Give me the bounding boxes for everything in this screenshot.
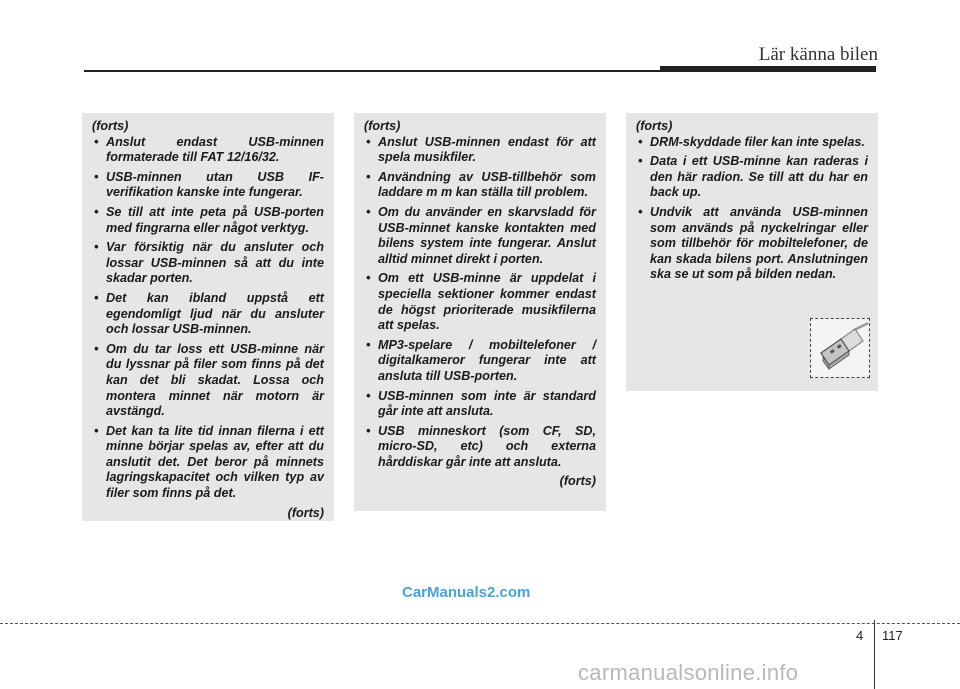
list-item: • Det kan ta lite tid innan filerna i ett minne börjar spelas av, efter att du anslutit det. Det beror på minnets lagringskapacitet och vilken typ av filer som finns på det. bbox=[92, 424, 324, 502]
list-item: • Var försiktig när du ansluter och lossar USB-minnen så att du inte skadar porten. bbox=[92, 240, 324, 287]
list-item: • Om ett USB-minne är uppdelat i speciella sektioner kommer endast de högst prioriterade musikfilerna att spelas. bbox=[364, 271, 596, 333]
footer-divider bbox=[0, 623, 960, 624]
list-item: • Det kan ibland uppstå ett egendomligt ljud när du ansluter och lossar USB-minnen. bbox=[92, 291, 324, 338]
notice-list bbox=[92, 135, 324, 502]
usb-illustration-frame bbox=[810, 318, 870, 378]
continued-label: (forts) bbox=[364, 119, 401, 133]
page-number-separator bbox=[874, 620, 875, 689]
chapter-title: Lär känna bilen bbox=[758, 44, 878, 65]
chapter-number: 4 bbox=[856, 628, 864, 643]
list-item: • USB minneskort (som CF, SD, micro-SD, etc) och externa hårddiskar går inte att ansluta. bbox=[364, 424, 596, 471]
footer-watermark: carmanualsonline.info bbox=[578, 660, 799, 685]
list-item: • USB-minnen som inte är standard går inte att ansluta. bbox=[364, 389, 596, 420]
list-item: • DRM-skyddade filer kan inte spelas. bbox=[636, 135, 868, 151]
watermark-link[interactable]: CarManuals2.com bbox=[402, 584, 531, 601]
notice-list bbox=[364, 135, 596, 471]
page-number: 117 bbox=[882, 628, 903, 643]
continued-label: (forts) bbox=[636, 119, 673, 133]
list-item: • Undvik att använda USB-minnen som används på nyckelringar eller som tillbehör för mobiltelefoner, de kan skada bilens port. Anslutningen ska se ut som på bilden nedan. bbox=[636, 205, 868, 283]
notice-panel-2 bbox=[354, 113, 606, 511]
list-item: • Om du använder en skarvsladd för USB-minnet kanske kontakten med bilens system inte fungerar. Anslut alltid minnet direkt i porten. bbox=[364, 205, 596, 267]
notice-list bbox=[636, 135, 868, 283]
list-item: • Användning av USB-tillbehör som laddare m m kan ställa till problem. bbox=[364, 170, 596, 201]
list-item: • Om du tar loss ett USB-minne när du lyssnar på filer som finns på det kan det bli skadat. Lossa och montera minnet när motorn är avstängd. bbox=[92, 342, 324, 420]
usb-stick-icon bbox=[811, 319, 869, 377]
continued-label-end: (forts) bbox=[287, 505, 324, 520]
header-rule-thick bbox=[660, 66, 876, 72]
notice-panel-1 bbox=[82, 113, 334, 521]
list-item: • USB-minnen utan USB IF-verifikation kanske inte fungerar. bbox=[92, 170, 324, 201]
header-rule-thin bbox=[84, 70, 660, 72]
continued-label: (forts) bbox=[92, 119, 129, 133]
continued-label-end: (forts) bbox=[559, 474, 596, 489]
list-item: • Anslut endast USB-minnen formaterade till FAT 12/16/32. bbox=[92, 135, 324, 166]
list-item: • Anslut USB-minnen endast för att spela musikfiler. bbox=[364, 135, 596, 166]
list-item: • MP3-spelare / mobiltelefoner / digitalkameror fungerar inte att ansluta till USB-porten. bbox=[364, 338, 596, 385]
list-item: • Se till att inte peta på USB-porten med fingrarna eller något verktyg. bbox=[92, 205, 324, 236]
list-item: • Data i ett USB-minne kan raderas i den här radion. Se till att du har en back up. bbox=[636, 154, 868, 201]
